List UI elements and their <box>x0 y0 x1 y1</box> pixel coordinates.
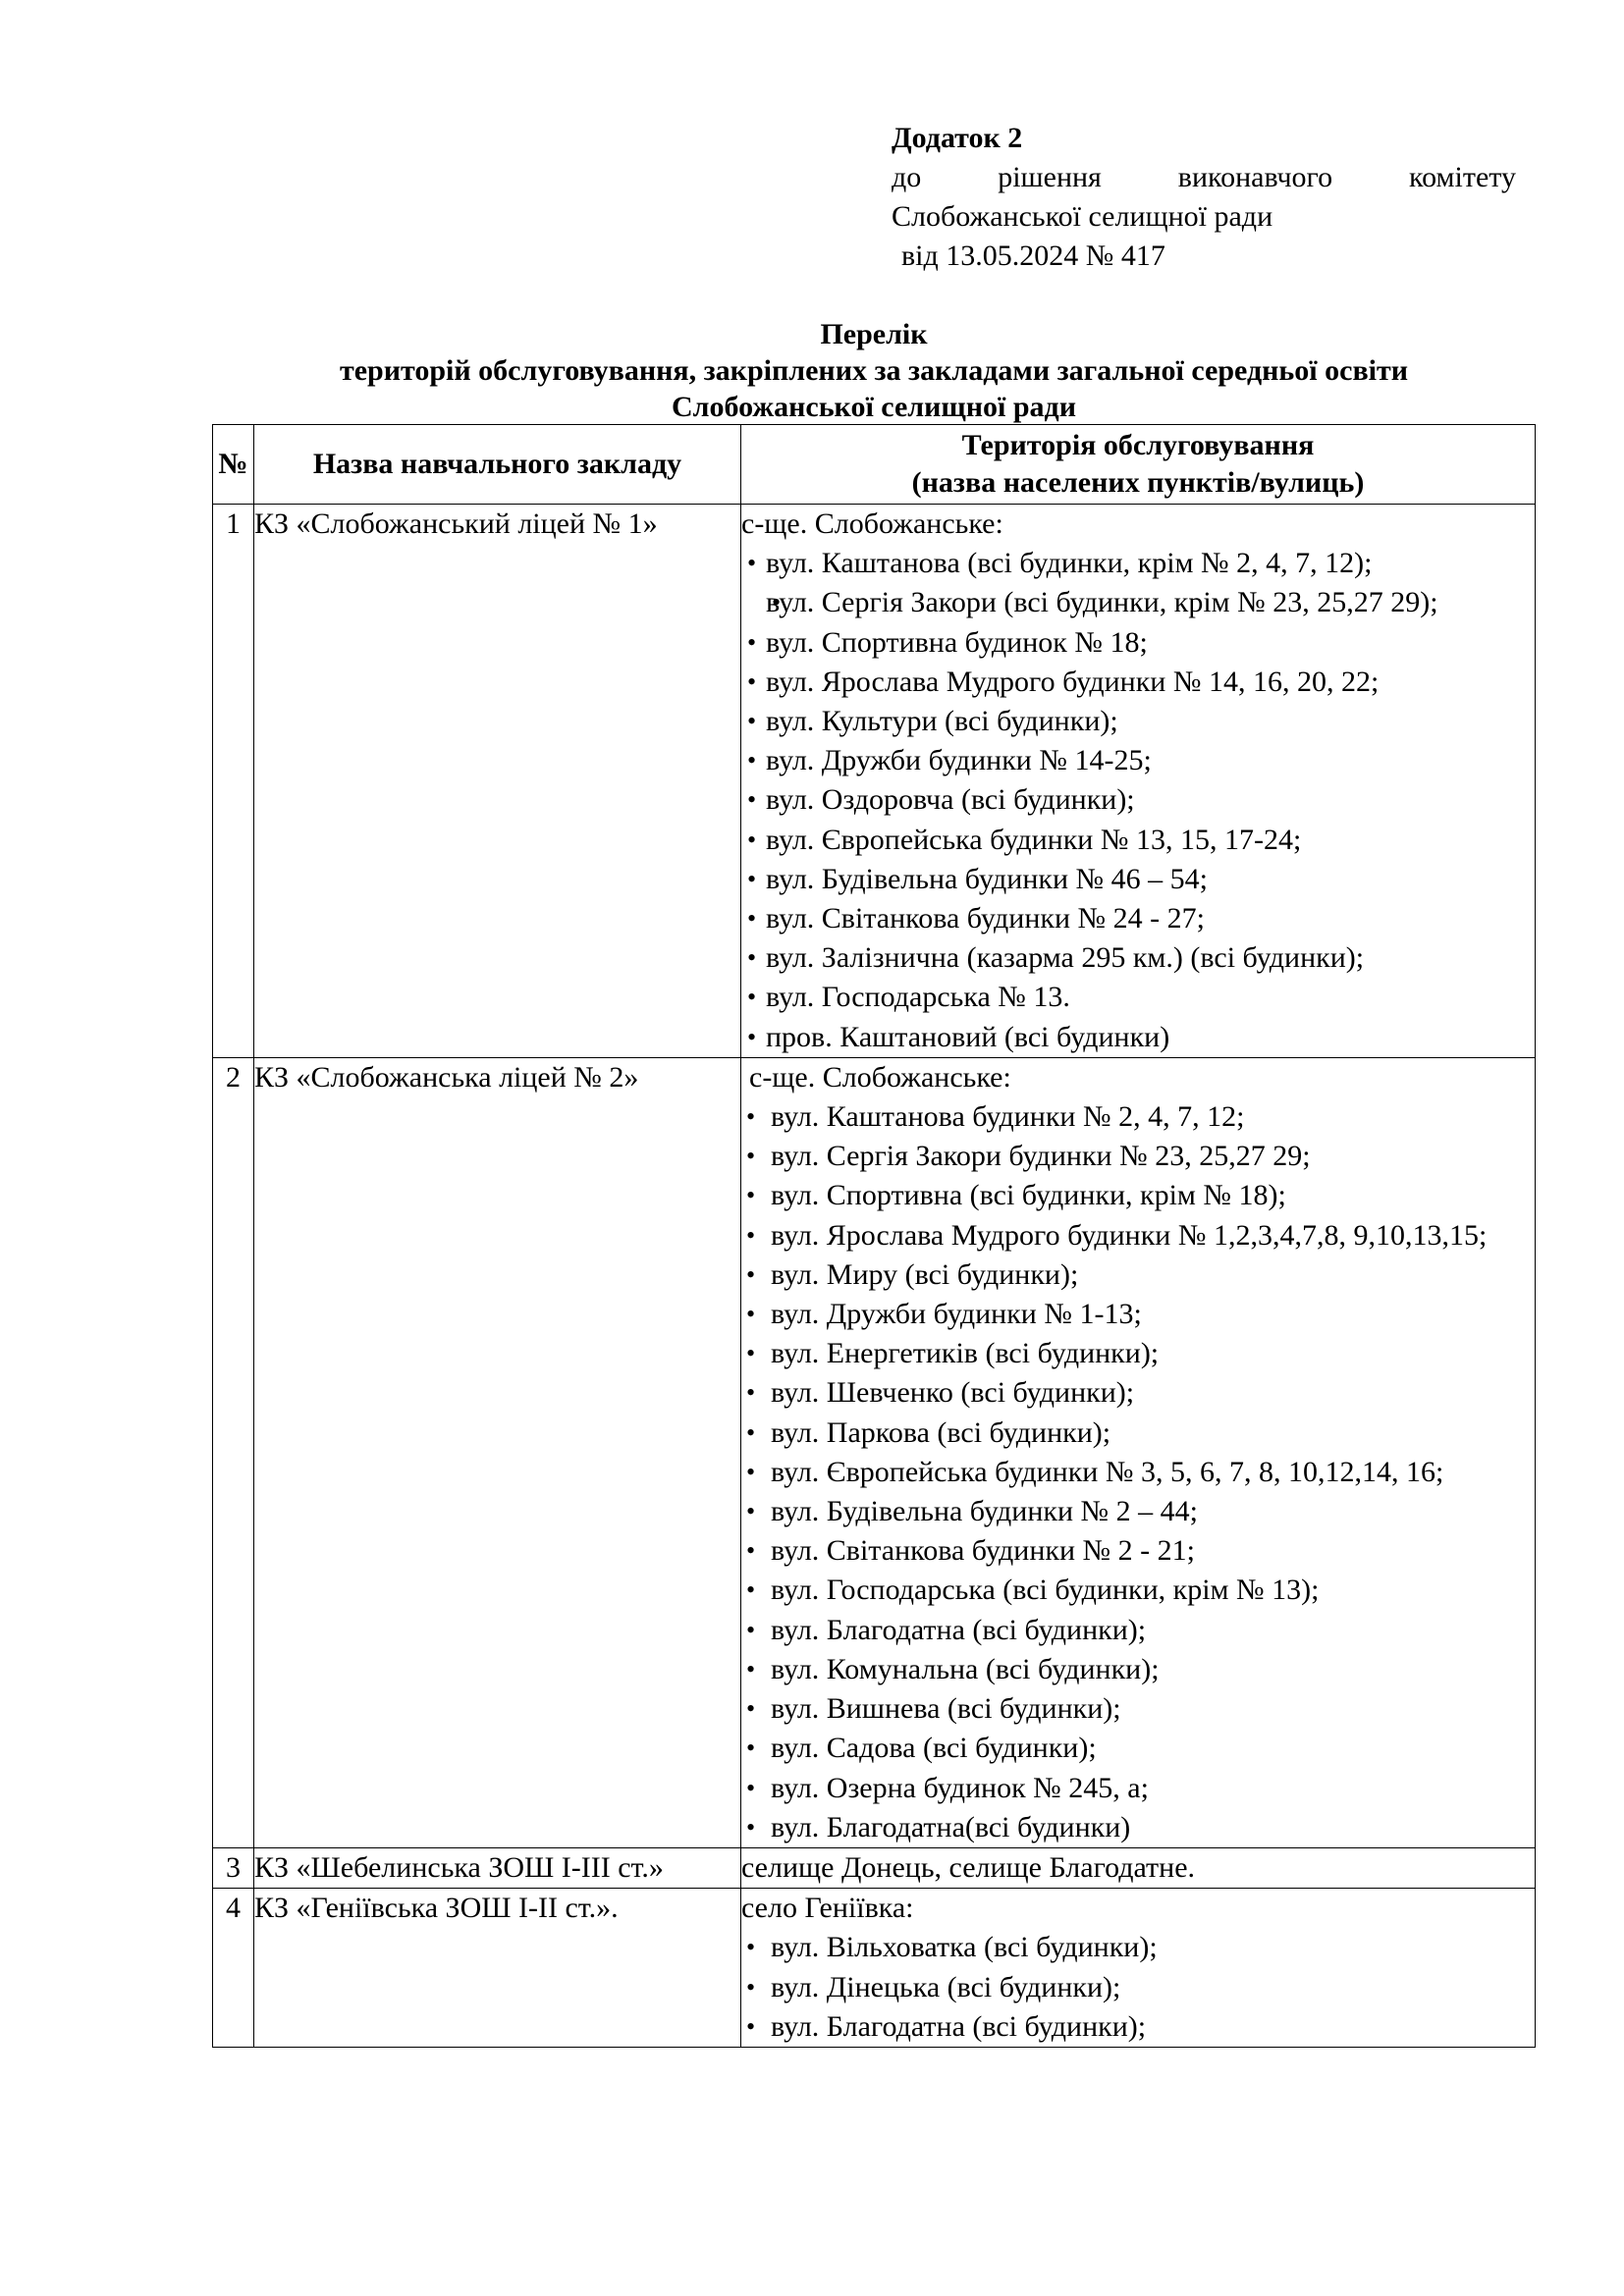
street-item: • вул. Будівельна будинки № 46 – 54; <box>741 860 1535 899</box>
appendix-block <box>892 119 1516 276</box>
school-name: КЗ «Геніївська ЗОШ І-ІІ ст.». <box>254 1889 741 2048</box>
street-item: • вул. Дружби будинки № 14-25; <box>741 741 1535 780</box>
row-number: 3 <box>213 1847 254 1888</box>
street-item: • вул. Вишнева (всі будинки); <box>741 1689 1535 1729</box>
heading-subtitle: територій обслуговування, закріплених за закладами загальної середньої освіти <box>340 354 1408 387</box>
street-item: • вул. Господарська (всі будинки, крім № 13); <box>741 1571 1535 1610</box>
street-list <box>741 1097 1535 1847</box>
school-name: КЗ «Шебелинська ЗОШ І-ІІІ ст.» <box>254 1847 741 1888</box>
appendix-date-line: від 13.05.2024 № 417 <box>901 240 1165 272</box>
table-row <box>213 1057 1536 1847</box>
street-item: • вул. Благодатна(всі будинки) <box>741 1808 1535 1847</box>
appendix-council-line: Слобожанської селищної ради <box>892 200 1273 233</box>
territory-cell <box>741 1847 1536 1888</box>
table-row <box>213 1847 1536 1888</box>
header-territory-title: Територія обслуговування <box>961 429 1315 461</box>
appendix-decision-line: до рішення виконавчого комітету <box>892 161 1516 193</box>
street-item: • вул. Залізнична (казарма 295 км.) (всі будинки); <box>741 938 1535 978</box>
street-item: • вул. Миру (всі будинки); <box>741 1255 1535 1295</box>
street-item: • вул. Сергія Закори будинки № 23, 25,27 29; <box>741 1137 1535 1176</box>
appendix-title: Додаток 2 <box>892 122 1023 154</box>
street-list <box>741 544 1535 1057</box>
street-item: • вул. Садова (всі будинки); <box>741 1729 1535 1768</box>
row-number: 1 <box>213 505 254 1058</box>
territory-cell <box>741 1057 1536 1847</box>
header-territory-note: (назва населених пунктів/вулиць) <box>911 466 1365 499</box>
street-item: • вул. Ярослава Мудрого будинки № 14, 16, 20, 22; <box>741 663 1535 702</box>
street-item: • вул. Каштанова будинки № 2, 4, 7, 12; <box>741 1097 1535 1137</box>
header-number: № <box>213 425 254 505</box>
street-item: • вул. Ярослава Мудрого будинки № 1,2,3,4,7,8, 9,10,13,15; <box>741 1216 1535 1255</box>
school-name: КЗ «Слобожанський ліцей № 1» <box>254 505 741 1058</box>
settlement-name: с-ще. Слобожанське: <box>741 507 1003 540</box>
street-item: • вул. Каштанова (всі будинки, крім № 2, 4, 7, 12); <box>741 544 1535 583</box>
street-item: • вул. Спортивна будинок № 18; <box>741 623 1535 663</box>
header-school-name: Назва навчального закладу <box>254 425 741 505</box>
settlement-name: село Геніївка: <box>741 1892 914 1925</box>
street-item: • вул. Будівельна будинки № 2 – 44; <box>741 1492 1535 1531</box>
street-item: • вул. Спортивна (всі будинки, крім № 18); <box>741 1176 1535 1215</box>
settlement-name: селище Донець, селище Благодатне. <box>741 1850 1196 1884</box>
heading-title: Перелік <box>820 318 928 350</box>
street-item: • вул. Озерна будинок № 245, а; <box>741 1769 1535 1808</box>
street-item: • вул. Дінецька (всі будинки); <box>741 1968 1535 2007</box>
territory-cell <box>741 1889 1536 2048</box>
street-item: • вул. Європейська будинки № 13, 15, 17-24; <box>741 821 1535 860</box>
street-item: • вул. Енергетиків (всі будинки); <box>741 1334 1535 1373</box>
street-item: • вул. Шевченко (всі будинки); <box>741 1373 1535 1413</box>
document-heading <box>196 316 1551 425</box>
street-item: • вул. Благодатна (всі будинки); <box>741 1611 1535 1650</box>
service-territory-table <box>212 424 1536 2048</box>
street-item: • вул. Оздоровча (всі будинки); <box>741 780 1535 820</box>
table-row <box>213 505 1536 1058</box>
street-item: • вул. Господарська № 13. <box>741 978 1535 1017</box>
heading-council: Слобожанської селищної ради <box>671 391 1076 423</box>
street-item: • вул. Європейська будинки № 3, 5, 6, 7, 8, 10,12,14, 16; <box>741 1453 1535 1492</box>
street-item: • вул. Культури (всі будинки); <box>741 702 1535 741</box>
street-item: • вул. Комунальна (всі будинки); <box>741 1650 1535 1689</box>
street-item: • вул. Сергія Закори (всі будинки, крім № 23, 25,27 29); <box>741 583 1535 622</box>
street-list <box>741 1928 1535 2047</box>
row-number: 4 <box>213 1889 254 2048</box>
row-number: 2 <box>213 1057 254 1847</box>
street-item: • вул. Вільховатка (всі будинки); <box>741 1928 1535 1967</box>
header-territory <box>741 425 1536 505</box>
territory-cell <box>741 505 1536 1058</box>
street-item: • вул. Благодатна (всі будинки); <box>741 2007 1535 2047</box>
street-item: • вул. Дружби будинки № 1-13; <box>741 1295 1535 1334</box>
street-item: • вул. Світанкова будинки № 24 - 27; <box>741 899 1535 938</box>
settlement-name: с-ще. Слобожанське: <box>749 1060 1011 1094</box>
street-item: • вул. Паркова (всі будинки); <box>741 1414 1535 1453</box>
table-row <box>213 1889 1536 2048</box>
school-name: КЗ «Слобожанська ліцей № 2» <box>254 1057 741 1847</box>
street-item: • пров. Каштановий (всі будинки) <box>741 1018 1535 1057</box>
street-item: • вул. Світанкова будинки № 2 - 21; <box>741 1531 1535 1571</box>
table-header-row <box>213 425 1536 505</box>
